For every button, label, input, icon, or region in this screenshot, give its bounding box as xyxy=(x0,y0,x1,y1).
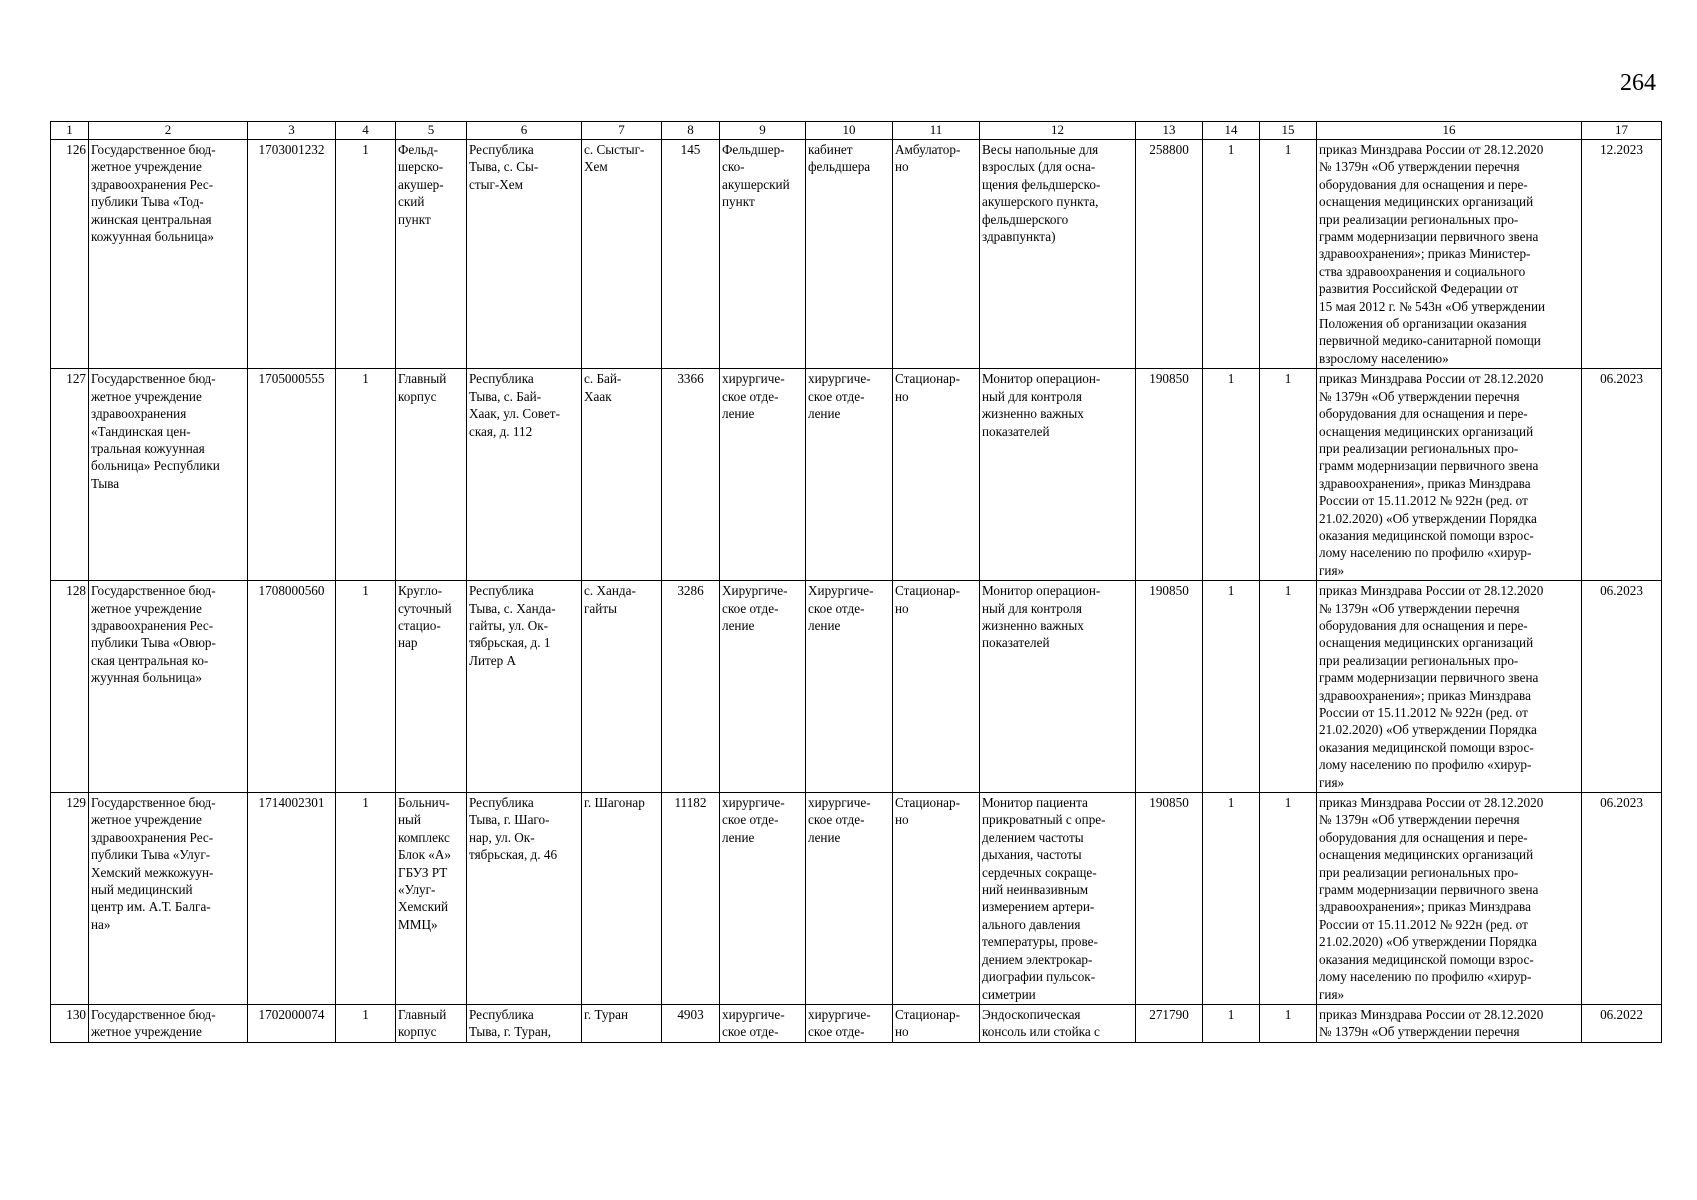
cell-organization: Государственное бюд- жетное учреждение здравоохранения Рес- публики Тыва «Тод- жинская центральная кожуунная больница» xyxy=(89,140,248,369)
cell-care-type: Стационар- но xyxy=(893,1004,980,1042)
cell-care-type: Стационар- но xyxy=(893,793,980,1005)
cell-building: Главный корпус xyxy=(396,1004,467,1042)
cell-room: Хирургиче- ское отде- ление xyxy=(806,581,893,793)
cell-organization: Государственное бюд- жетное учреждение здравоохранения «Тандинская цен- тральная кожуунная больница» Республики Тыва xyxy=(89,369,248,581)
cell-quantity: 1 xyxy=(336,1004,396,1042)
cell-org-code: 1708000560 xyxy=(248,581,336,793)
cell-price: 190850 xyxy=(1136,581,1203,793)
cell-building: Больнич- ный комплекс Блок «А» ГБУЗ РТ «Улуг- Хемский ММЦ» xyxy=(396,793,467,1005)
cell-locality: с. Ханда- гайты xyxy=(582,581,662,793)
cell-legal-basis: приказ Минздрава России от 28.12.2020 № 1379н «Об утверждении перечня оборудования для оснащения и пере- оснащения медицинских организаций при реализации региональных про- грамм модернизации первичного звена здравоохранения»; приказ Минздрава России от 15.11.2012 № 922н (ред. от 21.02.2020) «Об утверждении Порядка оказания медицинской помощи взрос- лому населению по профилю «хирур- гия» xyxy=(1317,581,1582,793)
cell-count-a: 1 xyxy=(1203,581,1260,793)
cell-room: хирургиче- ское отде- ление xyxy=(806,369,893,581)
cell-locality: г. Шагонар xyxy=(582,793,662,1005)
cell-deadline: 06.2023 xyxy=(1582,369,1662,581)
column-header: 8 xyxy=(662,122,720,140)
column-header: 13 xyxy=(1136,122,1203,140)
cell-locality: г. Туран xyxy=(582,1004,662,1042)
cell-unit: Фельдшер- ско- акушерский пункт xyxy=(720,140,806,369)
cell-quantity: 1 xyxy=(336,140,396,369)
cell-legal-basis: приказ Минздрава России от 28.12.2020 № 1379н «Об утверждении перечня xyxy=(1317,1004,1582,1042)
cell-room: хирургиче- ское отде- xyxy=(806,1004,893,1042)
cell-organization: Государственное бюд- жетное учреждение здравоохранения Рес- публики Тыва «Улуг- Хемский межкожуун- ный медицинский центр им. А.Т. Балга- на» xyxy=(89,793,248,1005)
cell-equipment: Монитор операцион- ный для контроля жизненно важных показателей xyxy=(980,581,1136,793)
cell-unit: хирургиче- ское отде- ление xyxy=(720,369,806,581)
cell-org-code: 1703001232 xyxy=(248,140,336,369)
cell-address: Республика Тыва, г. Шаго- нар, ул. Ок- тябрьская, д. 46 xyxy=(467,793,582,1005)
cell-area: 11182 xyxy=(662,793,720,1005)
column-header: 1 xyxy=(51,122,89,140)
cell-count-a: 1 xyxy=(1203,793,1260,1005)
column-header: 7 xyxy=(582,122,662,140)
table-row xyxy=(51,140,1662,369)
cell-deadline: 06.2023 xyxy=(1582,793,1662,1005)
cell-area: 4903 xyxy=(662,1004,720,1042)
cell-locality: с. Сыстыг- Хем xyxy=(582,140,662,369)
cell-area: 145 xyxy=(662,140,720,369)
cell-unit: хирургиче- ское отде- xyxy=(720,1004,806,1042)
cell-count-a: 1 xyxy=(1203,1004,1260,1042)
cell-deadline: 12.2023 xyxy=(1582,140,1662,369)
cell-care-type: Стационар- но xyxy=(893,369,980,581)
cell-count-b: 1 xyxy=(1260,581,1317,793)
column-header: 9 xyxy=(720,122,806,140)
cell-equipment: Эндоскопическая консоль или стойка с xyxy=(980,1004,1136,1042)
cell-quantity: 1 xyxy=(336,369,396,581)
table-row xyxy=(51,581,1662,793)
table-row xyxy=(51,369,1662,581)
column-header: 6 xyxy=(467,122,582,140)
cell-room: хирургиче- ское отде- ление xyxy=(806,793,893,1005)
cell-org-code: 1705000555 xyxy=(248,369,336,581)
column-header: 3 xyxy=(248,122,336,140)
cell-building: Фельд- шерско- акушер- ский пункт xyxy=(396,140,467,369)
cell-deadline: 06.2022 xyxy=(1582,1004,1662,1042)
cell-row-number: 126 xyxy=(51,140,89,369)
cell-legal-basis: приказ Минздрава России от 28.12.2020 № 1379н «Об утверждении перечня оборудования для оснащения и пере- оснащения медицинских организаций при реализации региональных про- грамм модернизации первичного звена здравоохранения», приказ Минздрава России от 15.11.2012 № 922н (ред. от 21.02.2020) «Об утверждении Порядка оказания медицинской помощи взрос- лому населению по профилю «хирур- гия» xyxy=(1317,369,1582,581)
cell-row-number: 127 xyxy=(51,369,89,581)
cell-row-number: 129 xyxy=(51,793,89,1005)
cell-organization: Государственное бюд- жетное учреждение здравоохранения Рес- публики Тыва «Овюр- ская центральная ко- жуунная больница» xyxy=(89,581,248,793)
cell-count-b: 1 xyxy=(1260,1004,1317,1042)
cell-row-number: 128 xyxy=(51,581,89,793)
cell-building: Главный корпус xyxy=(396,369,467,581)
column-header: 15 xyxy=(1260,122,1317,140)
cell-care-type: Амбулатор- но xyxy=(893,140,980,369)
cell-address: Республика Тыва, г. Туран, xyxy=(467,1004,582,1042)
equipment-table xyxy=(50,121,1662,1043)
cell-count-a: 1 xyxy=(1203,140,1260,369)
column-header: 11 xyxy=(893,122,980,140)
cell-equipment: Весы напольные для взрослых (для осна- щения фельдшерско- акушерского пункта, фельдшерского здравпункта) xyxy=(980,140,1136,369)
cell-count-b: 1 xyxy=(1260,369,1317,581)
cell-area: 3366 xyxy=(662,369,720,581)
cell-unit: Хирургиче- ское отде- ление xyxy=(720,581,806,793)
cell-count-a: 1 xyxy=(1203,369,1260,581)
cell-equipment: Монитор пациента прикроватный с опре- делением частоты дыхания, частоты сердечных сокраще- ний неинвазивным измерением артери- ального давления температуры, прове- дением электрокар- диографии пульсок- симетрии xyxy=(980,793,1136,1005)
cell-count-b: 1 xyxy=(1260,140,1317,369)
cell-locality: с. Бай- Хаак xyxy=(582,369,662,581)
page-number: 264 xyxy=(1620,70,1656,96)
cell-org-code: 1702000074 xyxy=(248,1004,336,1042)
cell-address: Республика Тыва, с. Ханда- гайты, ул. Ок- тябрьская, д. 1 Литер А xyxy=(467,581,582,793)
cell-count-b: 1 xyxy=(1260,793,1317,1005)
column-header: 5 xyxy=(396,122,467,140)
cell-price: 271790 xyxy=(1136,1004,1203,1042)
cell-quantity: 1 xyxy=(336,581,396,793)
cell-address: Республика Тыва, с. Бай- Хаак, ул. Совет- ская, д. 112 xyxy=(467,369,582,581)
column-header: 14 xyxy=(1203,122,1260,140)
table-row xyxy=(51,1004,1662,1042)
column-header: 17 xyxy=(1582,122,1662,140)
cell-organization: Государственное бюд- жетное учреждение xyxy=(89,1004,248,1042)
cell-care-type: Стационар- но xyxy=(893,581,980,793)
cell-area: 3286 xyxy=(662,581,720,793)
column-header: 4 xyxy=(336,122,396,140)
header-row xyxy=(51,122,1662,140)
column-header: 2 xyxy=(89,122,248,140)
cell-room: кабинет фельдшера xyxy=(806,140,893,369)
cell-row-number: 130 xyxy=(51,1004,89,1042)
cell-unit: хирургиче- ское отде- ление xyxy=(720,793,806,1005)
cell-legal-basis: приказ Минздрава России от 28.12.2020 № 1379н «Об утверждении перечня оборудования для оснащения и пере- оснащения медицинских организаций при реализации региональных про- грамм модернизации первичного звена здравоохранения»; приказ Министер- ства здравоохранения и социального развития Российской Федерации от 15 мая 2012 г. № 543н «Об утверждении Положения об организации оказания первичной медико-санитарной помощи взрослому населению» xyxy=(1317,140,1582,369)
column-header: 12 xyxy=(980,122,1136,140)
column-header: 10 xyxy=(806,122,893,140)
cell-legal-basis: приказ Минздрава России от 28.12.2020 № 1379н «Об утверждении перечня оборудования для оснащения и пере- оснащения медицинских организаций при реализации региональных про- грамм модернизации первичного звена здравоохранения»; приказ Минздрава России от 15.11.2012 № 922н (ред. от 21.02.2020) «Об утверждении Порядка оказания медицинской помощи взрос- лому населению по профилю «хирур- гия» xyxy=(1317,793,1582,1005)
cell-quantity: 1 xyxy=(336,793,396,1005)
cell-equipment: Монитор операцион- ный для контроля жизненно важных показателей xyxy=(980,369,1136,581)
cell-price: 258800 xyxy=(1136,140,1203,369)
cell-price: 190850 xyxy=(1136,369,1203,581)
cell-price: 190850 xyxy=(1136,793,1203,1005)
cell-deadline: 06.2023 xyxy=(1582,581,1662,793)
column-header: 16 xyxy=(1317,122,1582,140)
cell-building: Кругло- суточный стацио- нар xyxy=(396,581,467,793)
cell-address: Республика Тыва, с. Сы- стыг-Хем xyxy=(467,140,582,369)
cell-org-code: 1714002301 xyxy=(248,793,336,1005)
table-row xyxy=(51,793,1662,1005)
